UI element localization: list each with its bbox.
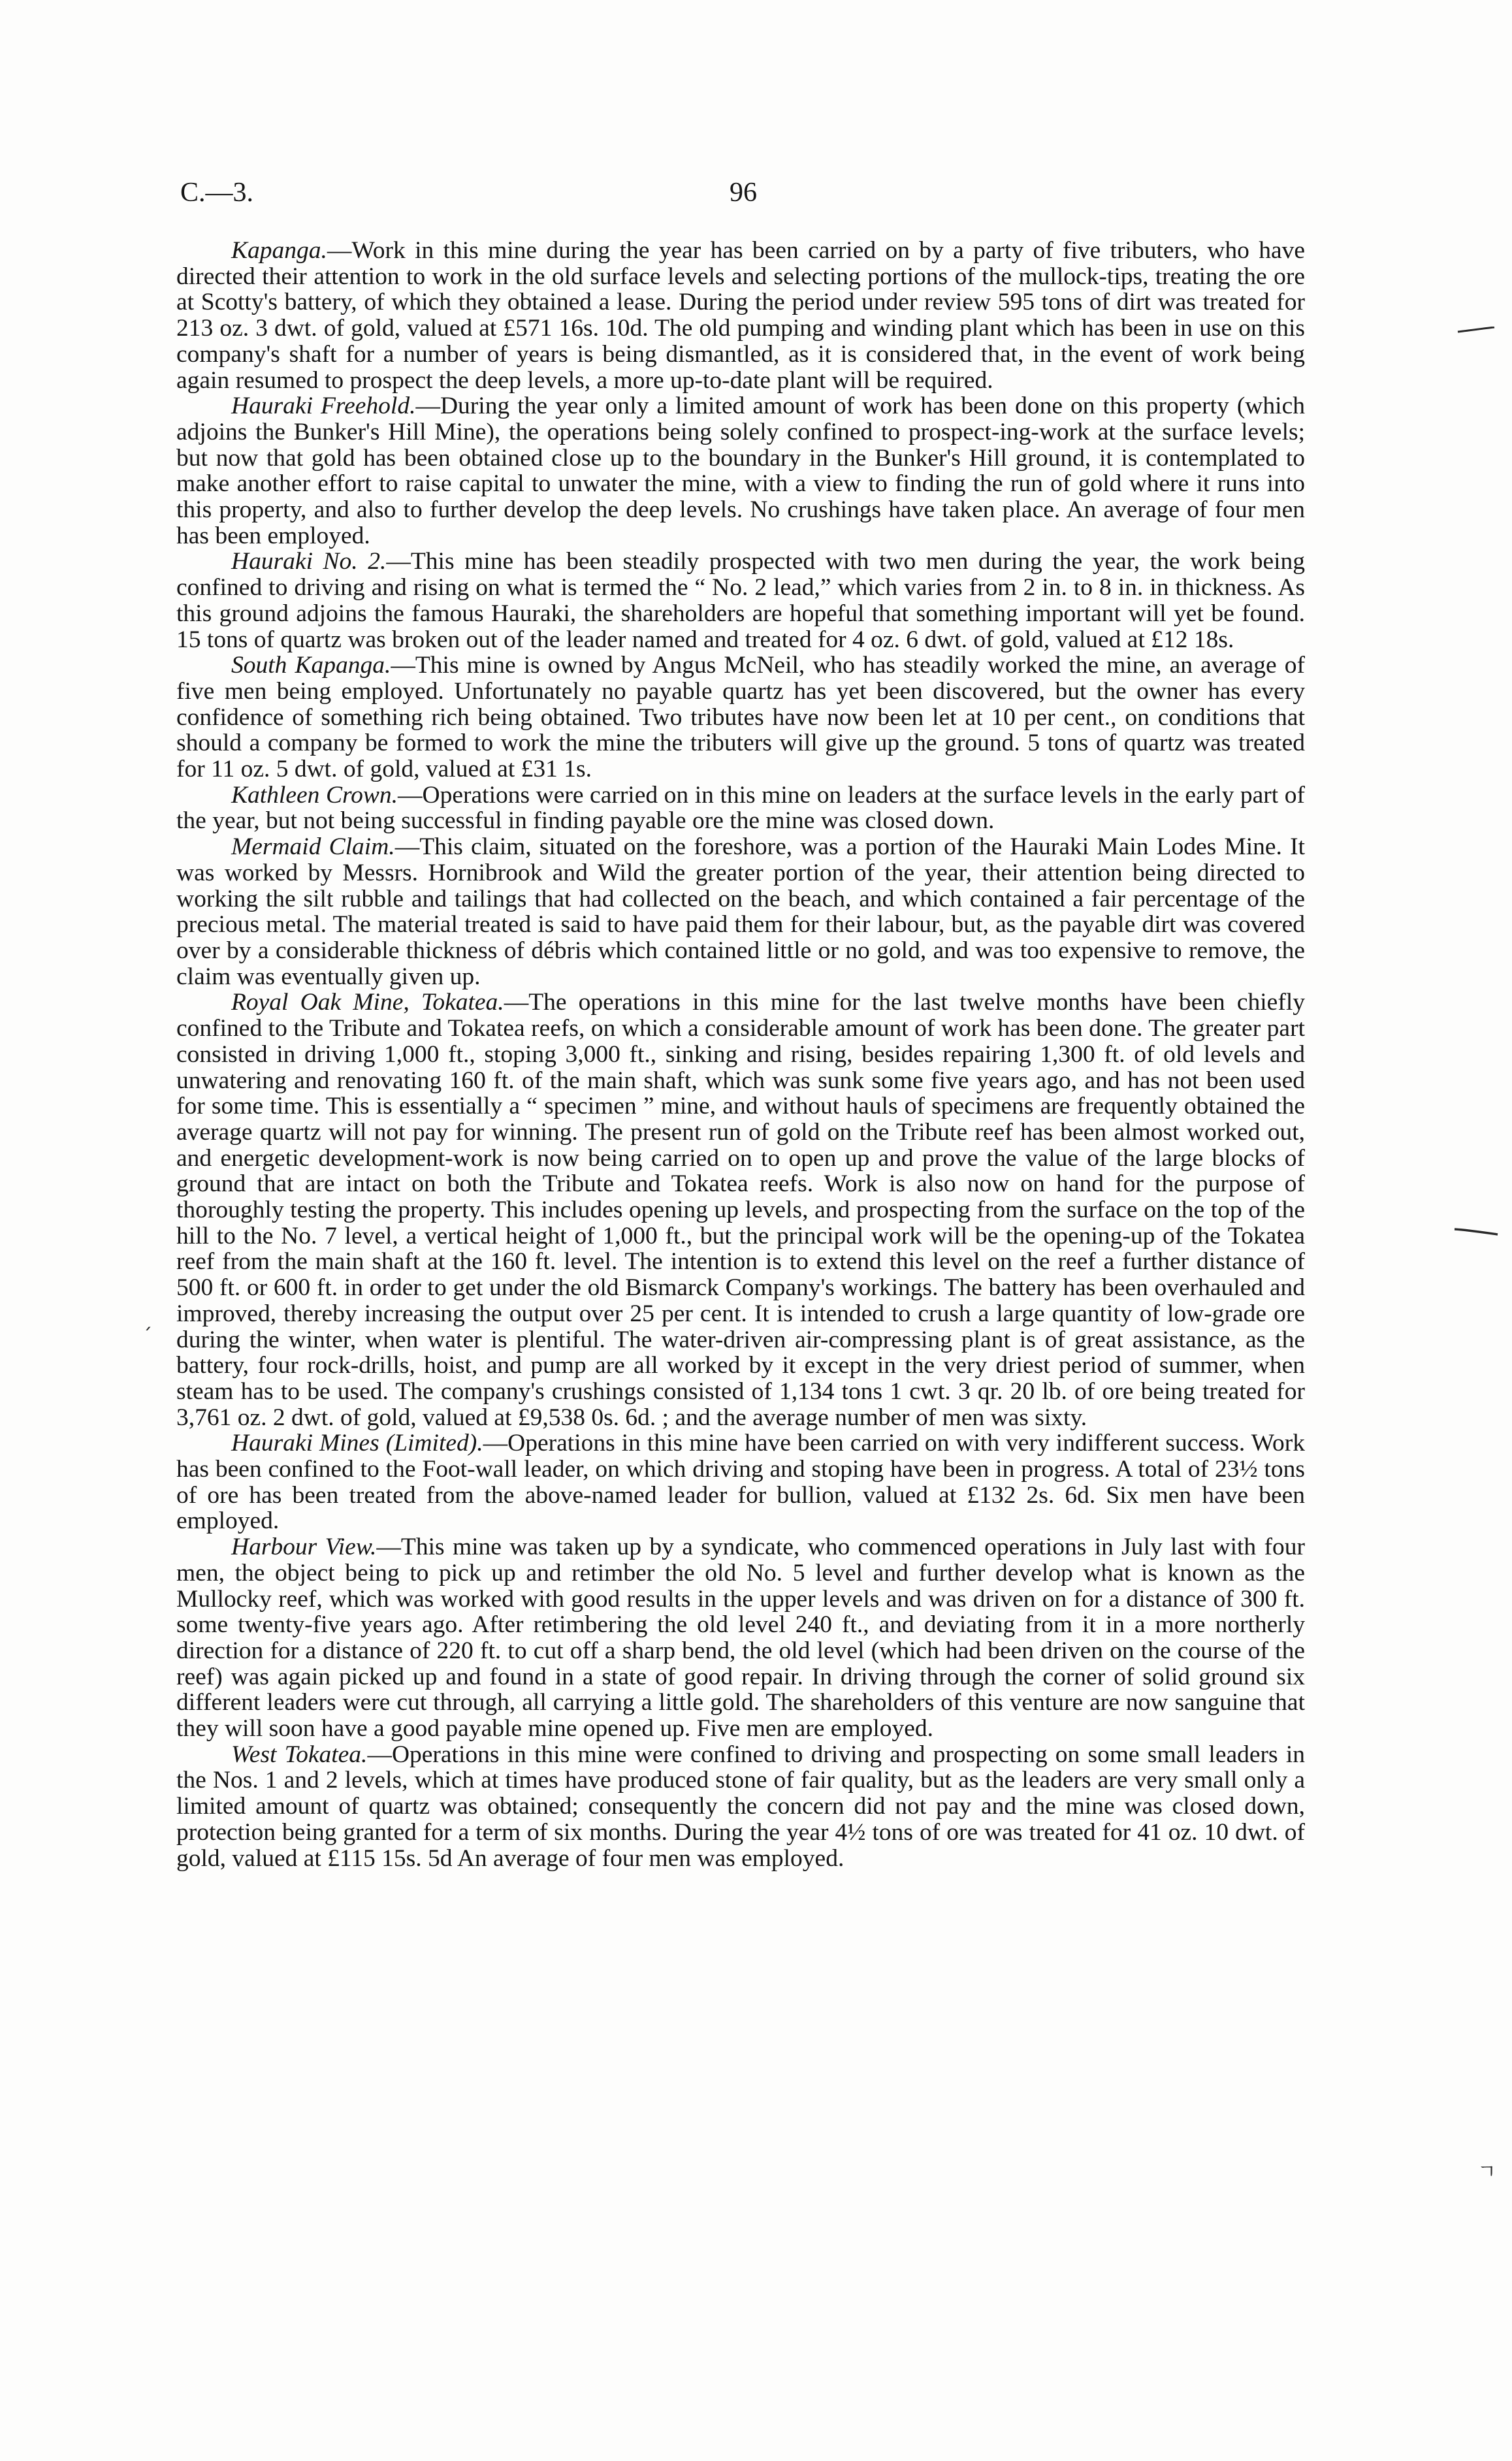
- paragraph-kathleen-crown: [176, 782, 1305, 834]
- document-reference: C.—3.: [180, 178, 254, 208]
- margin-dash-mark: [1453, 1227, 1499, 1236]
- mine-title: Hauraki Mines (Limited).: [231, 1430, 483, 1457]
- paragraph-text: —During the year only a limited amount of work has been done on this property (which adjoins the Bunker's Hill Mine), the operations being solely confined to prospect-ing-work at the surface levels; but now that gold has been obtained close up to the boundary in the Bunker's Hill ground, it is contemplated to make another effort to raise capital to unwater the mine, with a view to finding the run of gold where it runs into this property, and also to further develop the deep levels. No crushings have taken place. An average of four men has been employed.: [176, 393, 1305, 549]
- mine-title: Harbour View.: [231, 1534, 377, 1561]
- mine-title: South Kapanga.: [231, 652, 391, 679]
- mine-title: Mermaid Claim.: [231, 833, 395, 861]
- page-number: 96: [730, 178, 757, 208]
- paragraph-text: —Operations in this mine have been carried on with very indifferent success. Work has been confined to the Foot-wall leader, on which driving and stoping have been in progress. A total of 23½ tons of ore has been treated from the above-named leader for bullion, valued at £132 2s. 6d. Six men have been employed.: [176, 1430, 1305, 1535]
- paragraph-hauraki-no-2: [176, 549, 1305, 652]
- paragraph-text: —This mine is owned by Angus McNeil, who has steadily worked the mine, an average of five men being employed. Unfortunately no payable quartz has yet been discovered, but the owner has every confidence of something rich being obtained. Two tributes have now been let at 10 per cent., on conditions that should a company be formed to work the mine the tributers will give up the ground. 5 tons of quartz was treated for 11 oz. 5 dwt. of gold, valued at £31 1s.: [176, 652, 1305, 783]
- paragraph-west-tokatea: [176, 1742, 1305, 1872]
- paragraph-text: —Work in this mine during the year has been carried on by a party of five tributers, who have directed their attention to work in the old surface levels and selecting portions of the mullock-tips, treating the ore at Scotty's battery, of which they obtained a lease. During the period under review 595 tons of dirt was treated for 213 oz. 3 dwt. of gold, valued at £571 16s. 10d. The old pumping and winding plant which has been in use on this company's shaft for a number of years is being dismantled, as it is considered that, in the event of work being again resumed to prospect the deep levels, a more up-to-date plant will be required.: [176, 237, 1305, 394]
- paragraph-south-kapanga: [176, 652, 1305, 782]
- paragraph-royal-oak-mine: [176, 989, 1305, 1430]
- paragraph-text: —This mine has been steadily prospected with two men during the year, the work being confined to driving and rising on what is termed the “ No. 2 lead,” which varies from 2 in. to 8 in. in thickness. As this ground adjoins the famous Hauraki, the shareholders are hopeful that something important will yet be found. 15 tons of quartz was broken out of the leader named and treated for 4 oz. 6 dwt. of gold, valued at £12 18s.: [176, 548, 1306, 653]
- mine-title: West Tokatea.: [231, 1741, 368, 1768]
- mine-title: Royal Oak Mine, Tokatea.: [231, 989, 504, 1016]
- mine-title: Kapanga.: [231, 237, 327, 264]
- page-header: [180, 176, 1306, 209]
- paragraph-mermaid-claim: [176, 834, 1305, 989]
- paragraph-kapanga: [176, 238, 1305, 393]
- mine-title: Hauraki Freehold.: [231, 393, 416, 420]
- report-body: [176, 238, 1305, 1871]
- paragraph-text: —The operations in this mine for the last twelve months have been chiefly confined to the Tribute and Tokatea reefs, on which a considerable amount of work has been done. The greater part consisted in driving 1,000 ft., stoping 3,000 ft., sinking and rising, besides repairing 1,300 ft. of old levels and unwatering and renovating 160 ft. of the main shaft, which was sunk some five years ago, and has not been used for some time. This is essentially a “ specimen ” mine, and without hauls of specimens are frequently obtained the average quartz will not pay for winning. The present run of gold on the Tribute reef has been almost worked out, and energetic development-work is now being carried on to open up and prove the value of the large blocks of ground that are intact on both the Tribute and Tokatea reefs. Work is also now on hand for the purpose of thoroughly testing the property. This includes opening up levels, and prospecting from the surface on the top of the hill to the No. 7 level, a vertical height of 1,000 ft., but the principal work will be the opening-up of the Tokatea reef from the main shaft at the 160 ft. level. The intention is to extend this level on the reef a further distance of 500 ft. or 600 ft. in order to get under the old Bismarck Company's workings. The battery has been overhauled and improved, thereby increasing the output over 25 per cent. It is intended to crush a large quantity of low-grade ore during the winter, when water is plentiful. The water-driven air-compressing plant is of great assistance, as the battery, four rock-drills, hoist, and pump are all worked by it except in the very driest period of summer, when steam has to be used. The company's crushings consisted of 1,134 tons 1 cwt. 3 qr. 20 lb. of ore being treated for 3,761 oz. 2 dwt. of gold, valued at £9,538 0s. 6d. ; and the average number of men was sixty.: [176, 989, 1305, 1431]
- paragraph-text: —Operations in this mine were confined to driving and prospecting on some small leaders in the Nos. 1 and 2 levels, which at times have produced stone of fair quality, but as the leaders are very small only a limited amount of quartz was obtained; consequently the concern did not pay and the mine was closed down, protection being granted for a term of six months. During the year 4½ tons of ore was treated for 41 oz. 10 dwt. of gold, valued at £115 15s. 5d An average of four men was employed.: [176, 1741, 1305, 1872]
- margin-dot-mark: ˏ: [142, 1308, 152, 1331]
- paragraph-text: —Operations were carried on in this mine on leaders at the surface levels in the early part of the year, but not being successful in finding payable ore the mine was closed down.: [176, 781, 1305, 835]
- mine-title: Hauraki No. 2.: [231, 548, 387, 575]
- margin-tick-mark: ㄱ: [1477, 2161, 1496, 2183]
- margin-dash-mark: [1456, 327, 1496, 333]
- mine-title: Kathleen Crown.: [231, 781, 398, 809]
- paragraph-hauraki-mines-limited: [176, 1430, 1305, 1534]
- paragraph-harbour-view: [176, 1534, 1305, 1742]
- paragraph-text: —This mine was taken up by a syndicate, who commenced operations in July last with four men, the object being to pick up and retimber the old No. 5 level and further develop what is known as the Mullocky reef, which was worked with good results in the upper levels and was driven on for a distance of 300 ft. some twenty-five years ago. After retimbering the old level 240 ft., and deviating from it in a more northerly direction for a distance of 220 ft. to cut off a sharp bend, the old level (which had been driven on the course of the reef) was again picked up and found in a state of good repair. In driving through the corner of solid ground six different leaders were cut through, all carrying a little gold. The shareholders of this venture are now sanguine that they will soon have a good payable mine opened up. Five men are employed.: [176, 1534, 1305, 1743]
- paragraph-hauraki-freehold: [176, 393, 1305, 549]
- paragraph-text: —This claim, situated on the foreshore, was a portion of the Hauraki Main Lodes Mine. It was worked by Messrs. Hornibrook and Wild the greater portion of the year, their attention being directed to working the silt rubble and tailings that had collected on the beach, and which contained a fair percentage of the precious metal. The material treated is said to have paid them for their labour, but, as the payable dirt was covered over by a considerable thickness of débris which contained little or no gold, and was too expensive to remove, the claim was eventually given up.: [176, 833, 1305, 990]
